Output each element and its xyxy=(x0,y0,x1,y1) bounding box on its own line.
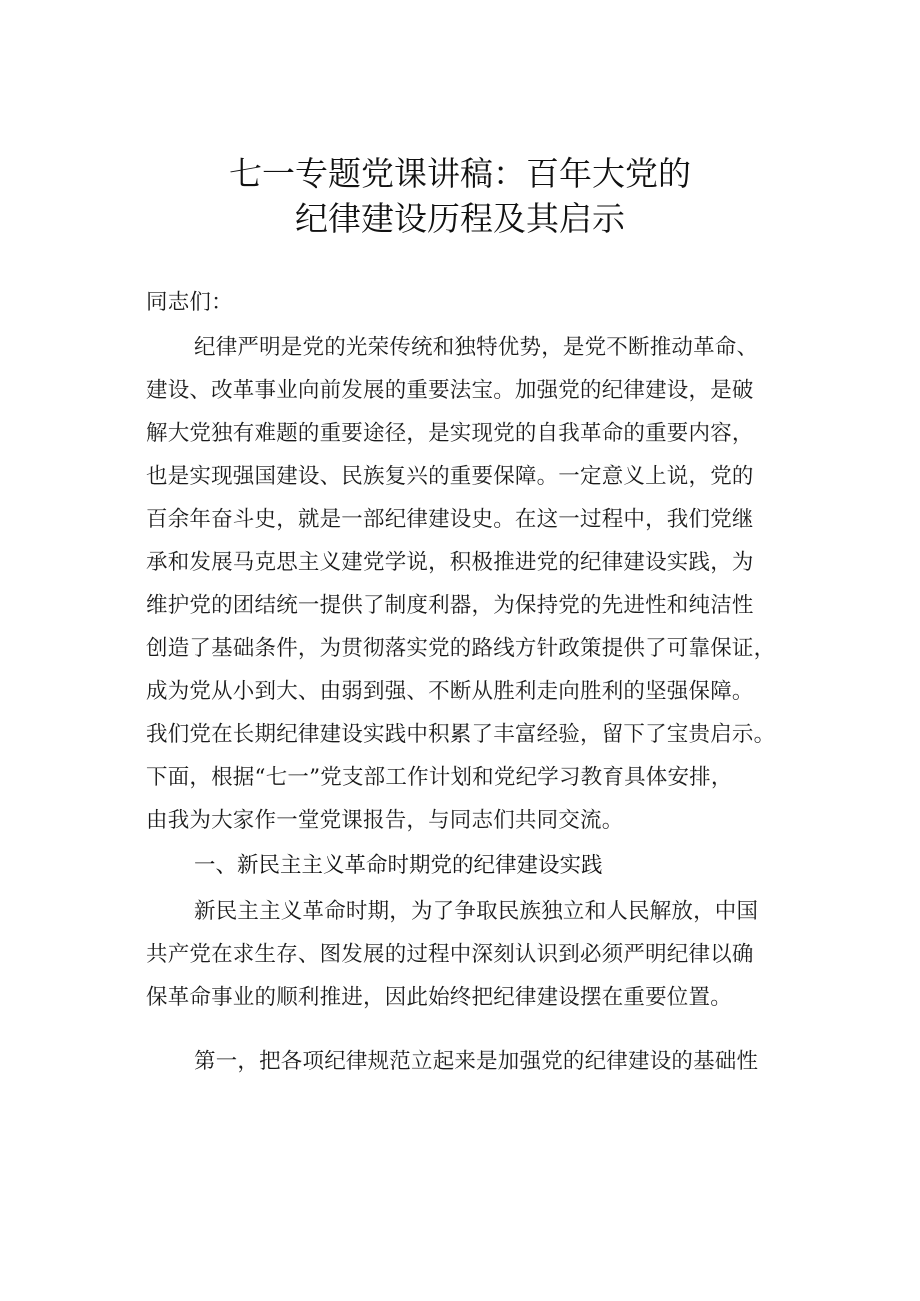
paragraph-1-line: 建设、改革事业向前发展的重要法宝。加强党的纪律建设，是破 xyxy=(146,378,754,403)
salutation: 同志们： xyxy=(146,290,233,315)
paragraph-1-line: 成为党从小到大、由弱到强、不断从胜利走向胜利的坚强保障。 xyxy=(146,679,754,704)
paragraph-2-line: 新民主主义革命时期，为了争取民族独立和人民解放，中国 xyxy=(194,899,759,924)
paragraph-2-line: 保革命事业的顺利推进，因此始终把纪律建设摆在重要位置。 xyxy=(146,985,732,1010)
paragraph-1-line: 纪律严明是党的光荣传统和独特优势，是党不断推动革命、 xyxy=(194,335,759,360)
paragraph-1-line: 解大党独有难题的重要途径，是实现党的自我革命的重要内容， xyxy=(146,421,754,446)
paragraph-3-line: 第一，把各项纪律规范立起来是加强党的纪律建设的基础性 xyxy=(194,1049,759,1074)
paragraph-2-line: 共产党在求生存、图发展的过程中深刻认识到必须严明纪律以确 xyxy=(146,942,754,967)
document-title-line-1: 七一专题党课讲稿：百年大党的 xyxy=(229,154,691,193)
paragraph-1-line: 百余年奋斗史，就是一部纪律建设史。在这一过程中，我们党继 xyxy=(146,507,754,532)
section-1-heading: 一、新民主主义革命时期党的纪律建设实践 xyxy=(194,853,603,878)
paragraph-1-line: 我们党在长期纪律建设实践中积累了丰富经验，留下了宝贵启示。 xyxy=(146,722,776,747)
document-title-line-2: 纪律建设历程及其启示 xyxy=(295,199,625,238)
paragraph-1-line: 也是实现强国建设、民族复兴的重要保障。一定意义上说，党的 xyxy=(146,464,754,489)
paragraph-1-line: 下面，根据“七一”党支部工作计划和党纪学习教育具体安排， xyxy=(146,765,733,790)
paragraph-1-line: 维护党的团结统一提供了制度利器，为保持党的先进性和纯洁性 xyxy=(146,593,754,618)
paragraph-1-line: 承和发展马克思主义建党学说，积极推进党的纪律建设实践，为 xyxy=(146,550,754,575)
paragraph-1-line: 由我为大家作一堂党课报告，与同志们共同交流。 xyxy=(146,808,624,833)
paragraph-1-line: 创造了基础条件，为贯彻落实党的路线方针政策提供了可靠保证， xyxy=(146,636,776,661)
